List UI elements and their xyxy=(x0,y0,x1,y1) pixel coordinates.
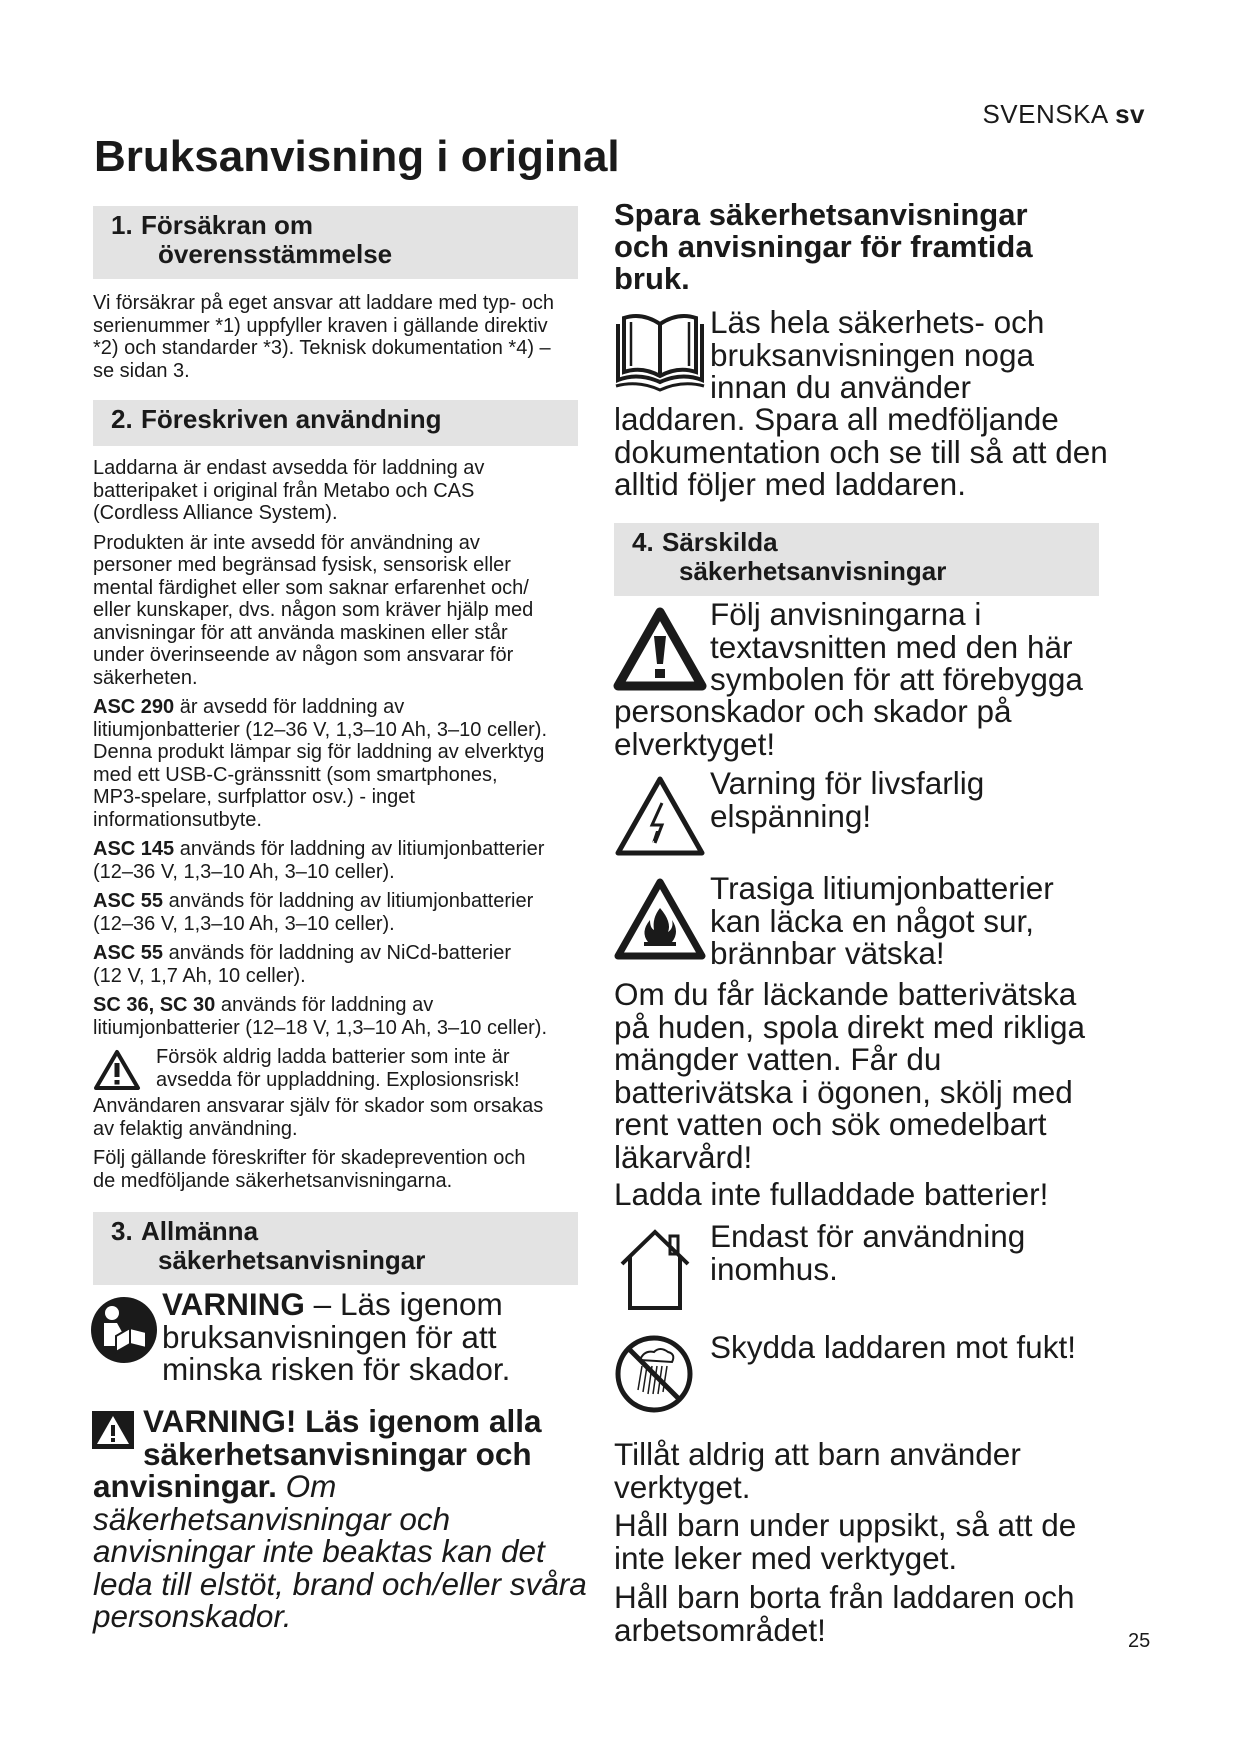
text-line: – Läs igenom xyxy=(304,1286,503,1322)
warning-read-manual xyxy=(162,1288,592,1386)
page-number: 25 xyxy=(1128,1630,1151,1652)
text-line: används för laddning av litiumjonbatterier xyxy=(174,838,545,860)
section-title-line: säkerhetsanvisningar xyxy=(679,556,947,586)
section-number: 3. xyxy=(111,1216,133,1246)
paragraph xyxy=(93,532,603,690)
section-number: 2. xyxy=(111,404,133,434)
text-line: Vi försäkrar på eget ansvar att laddare med typ- och xyxy=(93,292,554,314)
text-line: under överinseende av någon som ansvarar för xyxy=(93,644,514,666)
text-line: Spara säkerhetsanvisningar xyxy=(614,197,1028,232)
text-line: Laddarna är endast avsedda för laddning av xyxy=(93,457,485,479)
section-2-heading xyxy=(93,400,578,446)
text-line: används för laddning av xyxy=(215,994,434,1016)
section-title-line: överensstämmelse xyxy=(158,239,393,269)
read-all-continued xyxy=(614,403,1144,501)
text-line: batterivätska i ögonen, skölj med xyxy=(614,1073,1073,1110)
text-line: Om du får läckande batterivätska xyxy=(614,976,1077,1012)
page-title: Bruksanvisning i original xyxy=(94,132,620,181)
language-code: sv xyxy=(1115,99,1145,129)
text-line: Om xyxy=(276,1468,337,1504)
text-line: Trasiga litiumjonbatterier xyxy=(710,870,1054,906)
read-manual-icon xyxy=(90,1296,158,1364)
text-line: dokumentation och se till så att den xyxy=(614,433,1108,470)
text-line: anvisningar. xyxy=(93,1468,277,1504)
paragraph xyxy=(93,696,603,831)
indoor-use-text xyxy=(710,1220,1140,1285)
text-line: Följ anvisningarna i xyxy=(710,596,982,632)
text-line: Varning för livsfarlig xyxy=(710,765,985,801)
text-line: minska risken för skador. xyxy=(162,1351,511,1387)
model-name: ASC 55 xyxy=(93,890,164,912)
text-line: (12–36 V, 1,3–10 Ah, 3–10 celler). xyxy=(93,912,395,935)
text-line: inte leker med verktyget. xyxy=(614,1539,958,1576)
model-name: ASC 290 xyxy=(93,696,175,718)
section-title-line: Försäkran om xyxy=(141,210,313,240)
text-line: textavsnitten med den här xyxy=(710,628,1073,665)
section-title-line: Föreskriven användning xyxy=(141,404,442,434)
warning-symbol-text xyxy=(710,598,1140,696)
text-line: Användaren ansvarar själv för skador som orsakas xyxy=(93,1095,544,1117)
text-line: (12 V, 1,7 Ah, 10 celler). xyxy=(93,964,306,987)
section-1-heading xyxy=(93,206,578,279)
text-line: informationsutbyte. xyxy=(93,808,262,831)
text-line: personskador. xyxy=(93,1598,292,1634)
text-line: symbolen för att förebygga xyxy=(710,661,1083,697)
text-line: serienummer *1) uppfyller kraven i gällande direktiv xyxy=(93,314,548,337)
text-line: av felaktig användning. xyxy=(93,1117,298,1140)
language-name: SVENSKA xyxy=(982,99,1108,129)
open-book-icon xyxy=(614,310,706,392)
text-line: litiumjonbatterier (12–18 V, 1,3–10 Ah, 3–10 celler). xyxy=(93,1016,547,1039)
text-line: *2) och standarder *3). Teknisk dokumentation *4) – xyxy=(93,337,551,359)
general-warning xyxy=(93,1405,613,1633)
text-line: Endast för användning xyxy=(710,1218,1026,1254)
text-line: läkarvård! xyxy=(614,1138,753,1175)
warning-symbol-continued xyxy=(614,695,1144,760)
text-line: eller kunskaper, dvs. någon som kräver hjälp med xyxy=(93,599,534,621)
no-full-battery-text: Ladda inte fulladdade batterier! xyxy=(614,1176,1049,1212)
text-line: batteripaket i original från Metabo och CAS xyxy=(93,479,475,502)
text-line: (12–36 V, 1,3–10 Ah, 3–10 celler). xyxy=(93,860,395,883)
paragraph xyxy=(93,1095,603,1140)
paragraph xyxy=(93,1046,603,1091)
paragraph xyxy=(93,457,603,525)
paragraph xyxy=(93,942,603,987)
paragraph xyxy=(93,890,603,935)
text-line: bruk. xyxy=(614,261,690,296)
text-line: och anvisningar för framtida xyxy=(614,229,1033,264)
section-number: 1. xyxy=(111,210,133,240)
language-label xyxy=(982,99,1145,130)
moisture-warning-text: Skydda laddaren mot fukt! xyxy=(710,1329,1076,1365)
text-line: säkerhetsanvisningar och xyxy=(93,1500,451,1537)
battery-leak-text xyxy=(710,872,1140,970)
text-line: säkerhetsanvisningar och xyxy=(143,1435,532,1472)
text-line: säkerheten. xyxy=(93,666,198,689)
read-all-text xyxy=(710,306,1140,404)
section-title-line: säkerhetsanvisningar xyxy=(158,1245,426,1275)
text-line: arbetsområdet! xyxy=(614,1611,826,1648)
text-line: Håll barn under uppsikt, så att de xyxy=(614,1507,1077,1543)
flammable-icon xyxy=(612,876,708,962)
text-line: personer med begränsad fysisk, sensorisk eller xyxy=(93,554,511,576)
text-line: Denna produkt lämpar sig för laddning av elverktyg xyxy=(93,741,545,763)
section-3-heading xyxy=(93,1212,578,1285)
children-paragraph-2 xyxy=(614,1509,1144,1574)
text-line: MP3-spelare, surfplattor osv.) - inget xyxy=(93,786,415,808)
text-line: (Cordless Alliance System). xyxy=(93,502,338,524)
children-paragraph-1 xyxy=(614,1438,1144,1503)
section-title-line: Allmänna xyxy=(141,1216,259,1246)
section-2-body xyxy=(93,457,603,1192)
text-line: personskador och skador på xyxy=(614,693,1012,729)
text-line: brännbar vätska! xyxy=(710,935,945,971)
text-line: mental färdighet eller som saknar erfarenhet och/ xyxy=(93,576,529,599)
text-line: rent vatten och sök omedelbart xyxy=(614,1106,1047,1142)
text-line: innan du använder xyxy=(710,369,971,405)
text-line: litiumjonbatterier (12–36 V, 1,3–10 Ah, 3–10 celler). xyxy=(93,718,547,741)
text-line: bruksanvisningen noga xyxy=(710,336,1034,373)
section-number: 4. xyxy=(632,527,654,557)
section-4-heading xyxy=(614,523,1099,596)
voltage-warning-text xyxy=(710,767,1140,832)
high-voltage-icon xyxy=(612,773,708,859)
section-1-body xyxy=(93,292,603,382)
text-line: kan läcka en något sur, xyxy=(710,902,1034,939)
text-line: alltid följer med laddaren. xyxy=(614,466,966,502)
text-line: är avsedd för laddning av xyxy=(174,696,405,718)
text-line: elverktyget! xyxy=(614,725,776,762)
text-line: VARNING! Läs igenom alla xyxy=(143,1403,542,1439)
warning-word: VARNING xyxy=(162,1286,305,1322)
text-line: se sidan 3. xyxy=(93,359,190,382)
text-line: anvisningar för att använda maskinen eller står xyxy=(93,621,508,644)
section-title-line: Särskilda xyxy=(662,527,778,557)
text-line: Försök aldrig ladda batterier som inte är xyxy=(156,1046,510,1068)
text-line: används för laddning av litiumjonbatterier xyxy=(163,890,534,912)
text-line: verktyget. xyxy=(614,1468,751,1505)
no-moisture-icon xyxy=(614,1334,694,1414)
model-name: ASC 145 xyxy=(93,838,175,860)
text-line: Läs hela säkerhets- och xyxy=(710,304,1045,340)
text-line: avsedda för uppladdning. Explosionsrisk! xyxy=(156,1068,520,1091)
save-instructions-heading xyxy=(614,199,1144,295)
text-line: Produkten är inte avsedd för användning av xyxy=(93,531,480,554)
text-line: mängder vatten. Får du xyxy=(614,1041,942,1077)
text-line: elspänning! xyxy=(710,797,872,834)
model-name: ASC 55 xyxy=(93,942,164,964)
paragraph xyxy=(93,994,603,1039)
model-name: SC 36, SC 30 xyxy=(93,994,216,1016)
text-line: Håll barn borta från laddaren och xyxy=(614,1579,1075,1615)
text-line: med ett USB-C-gränssnitt (som smartphones, xyxy=(93,763,498,786)
text-line: de medföljande säkerhetsanvisningarna. xyxy=(93,1169,453,1192)
paragraph xyxy=(93,1147,603,1192)
text-line: leda till elstöt, brand och/eller svåra xyxy=(93,1565,587,1602)
text-line: inomhus. xyxy=(710,1250,838,1287)
text-line: Följ gällande föreskrifter för skadeprevention och xyxy=(93,1147,526,1169)
text-line: Tillåt aldrig att barn använder xyxy=(614,1436,1021,1472)
text-line: laddaren. Spara all medföljande xyxy=(614,401,1059,437)
text-line: anvisningar inte beaktas kan det xyxy=(93,1533,545,1569)
warning-triangle-icon xyxy=(93,1049,141,1091)
battery-leak-continued xyxy=(614,978,1144,1173)
indoor-house-icon xyxy=(614,1226,696,1312)
text-line: används för laddning av NiCd-batterier xyxy=(163,942,511,964)
children-paragraph-3 xyxy=(614,1581,1144,1646)
text-line: på huden, spola direkt med rikliga xyxy=(614,1008,1086,1045)
warning-triangle-icon xyxy=(612,606,708,692)
paragraph xyxy=(93,838,603,883)
text-line: bruksanvisningen för att xyxy=(162,1318,497,1355)
